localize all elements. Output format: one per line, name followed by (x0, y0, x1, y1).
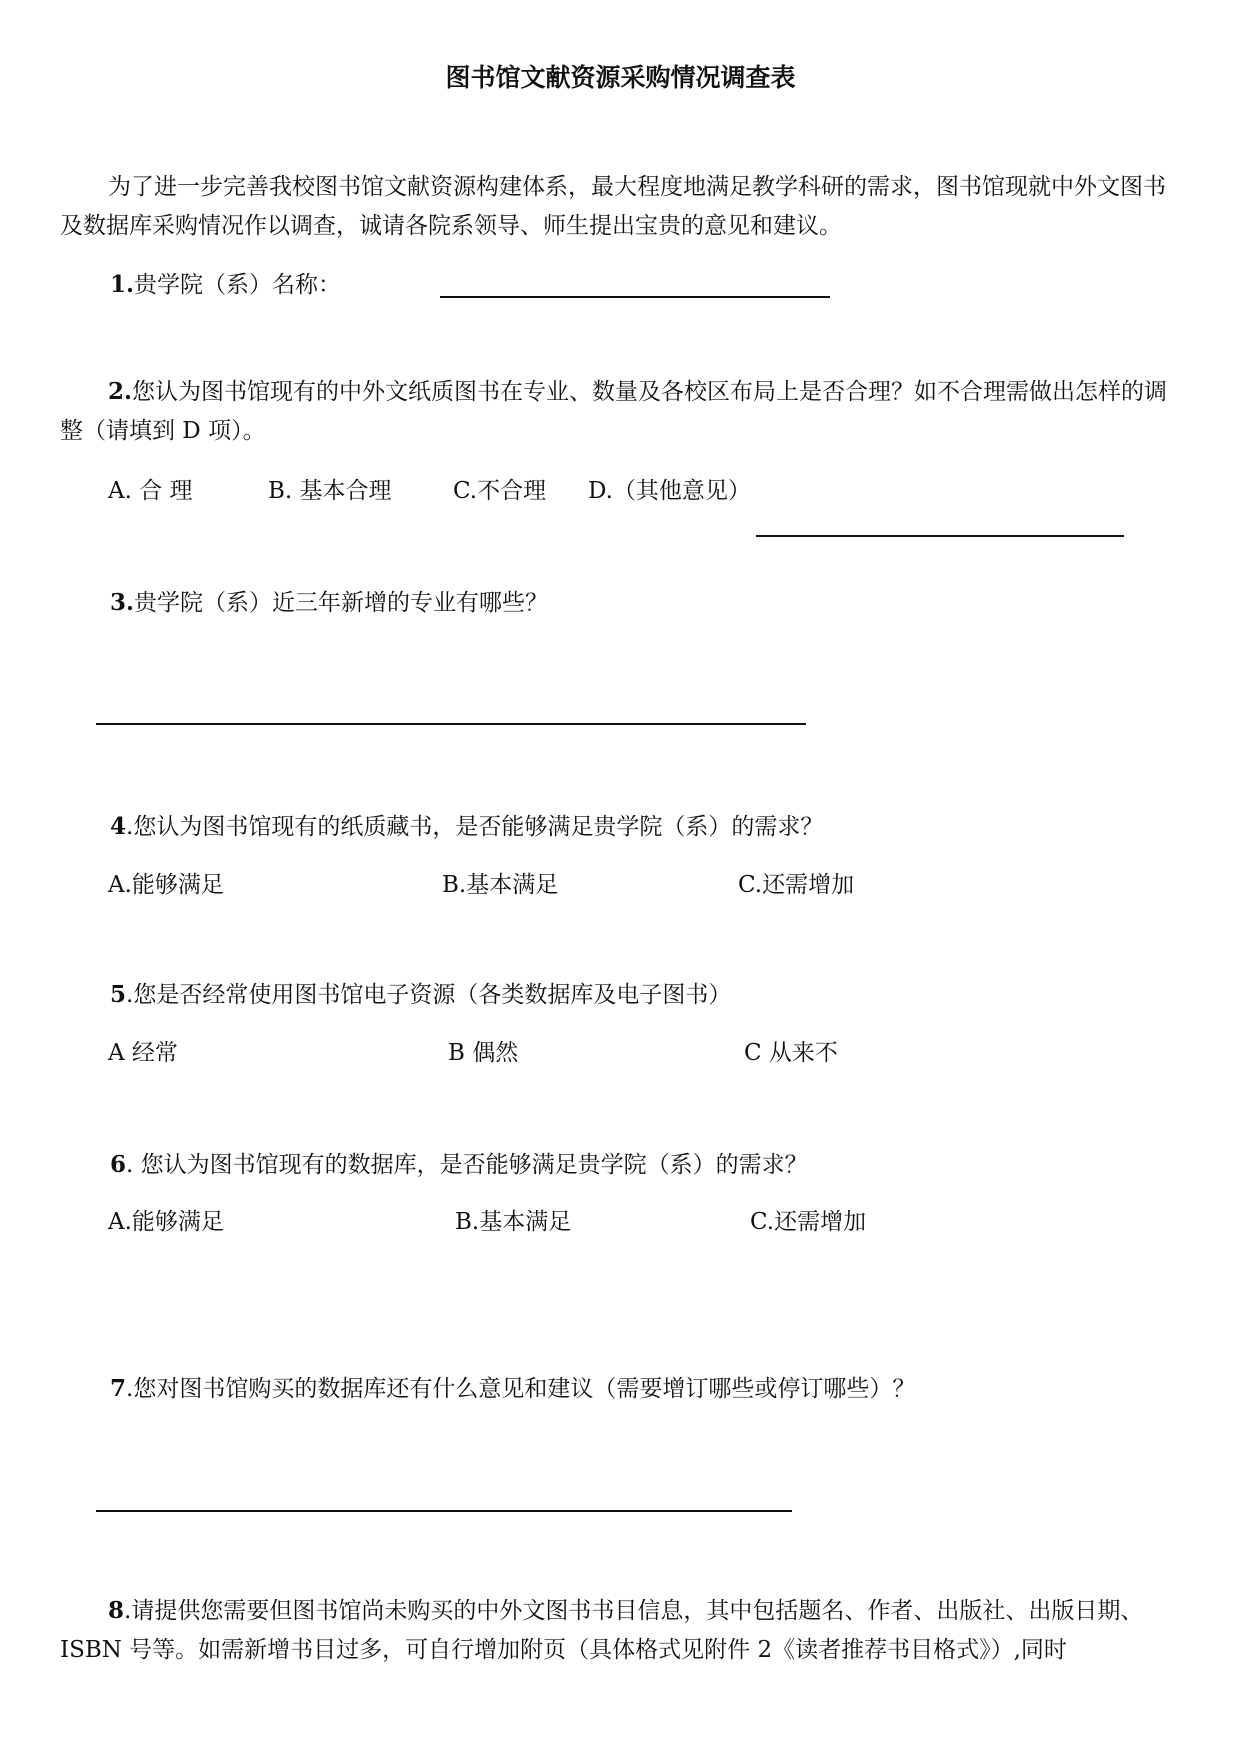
question-8-text: .请提供您需要但图书馆尚未购买的中外文图书书目信息，其中包括题名、作者、出版社、出版日期、ISBN 号等。如需新增书目过多，可自行增加附页（具体格式见附件 2《读者推荐书目格式》）,同时 (60, 1598, 1144, 1663)
question-7-text: .您对图书馆购买的数据库还有什么意见和建议（需要增订哪些或停订哪些）？ (126, 1376, 916, 1402)
question-3-number: 3. (110, 589, 135, 616)
question-5-number: 5 (110, 981, 127, 1008)
question-2-number: 2. (108, 378, 133, 405)
question-1 (110, 266, 341, 299)
q6-option-b[interactable]: B.基本满足 (455, 1209, 572, 1235)
q4-option-c[interactable]: C.还需增加 (738, 872, 855, 898)
q2-option-d[interactable]: D.（其他意见） (588, 478, 751, 504)
question-3-text: 贵学院（系）近三年新增的专业有哪些？ (134, 590, 549, 616)
question-2-text: 您认为图书馆现有的中外文纸质图书在专业、数量及各校区布局上是否合理？如不合理需做出怎样的调整（请填到 D 项）。 (60, 379, 1168, 444)
q2-option-c[interactable]: C.不合理 (453, 478, 547, 504)
q2-option-a[interactable]: A. 合 理 (108, 478, 193, 504)
question-8 (60, 1591, 1188, 1670)
question-1-text: 贵学院（系）名称： (134, 272, 342, 298)
question-4-text: .您认为图书馆现有的纸质藏书，是否能够满足贵学院（系）的需求？ (126, 814, 824, 840)
q2-option-b[interactable]: B. 基本合理 (268, 478, 392, 504)
question-5-text: .您是否经常使用图书馆电子资源（各类数据库及电子图书） (126, 982, 732, 1008)
question-6-number: 6 (110, 1151, 127, 1178)
q6-option-c[interactable]: C.还需增加 (750, 1209, 867, 1235)
q4-option-b[interactable]: B.基本满足 (442, 872, 559, 898)
q5-option-c[interactable]: C 从来不 (744, 1040, 838, 1066)
q6-option-a[interactable]: A.能够满足 (108, 1209, 224, 1235)
question-6-text: . 您认为图书馆现有的数据库，是否能够满足贵学院（系）的需求？ (126, 1152, 808, 1178)
q7-answer-line[interactable] (96, 1510, 792, 1512)
question-5 (110, 976, 731, 1009)
q2-other-line[interactable] (756, 535, 1124, 537)
question-4-number: 4 (110, 813, 127, 840)
q5-option-b[interactable]: B 偶然 (448, 1040, 519, 1066)
q5-option-a[interactable]: A 经常 (108, 1040, 178, 1066)
q3-answer-line[interactable] (96, 723, 806, 725)
page-title: 图书馆文献资源采购情况调查表 (445, 63, 796, 92)
intro-paragraph: 为了进一步完善我校图书馆文献资源构建体系，最大程度地满足教学科研的需求，图书馆现就中外文图书及数据库采购情况作以调查，诚请各院系领导、师生提出宝贵的意见和建议。 (60, 174, 1166, 239)
question-6 (110, 1146, 808, 1179)
question-3 (110, 584, 548, 617)
question-8-number: 8 (108, 1597, 125, 1624)
question-7-number: 7 (110, 1375, 127, 1402)
q4-option-a[interactable]: A.能够满足 (108, 872, 224, 898)
q1-answer-line[interactable] (440, 296, 830, 298)
question-7 (110, 1370, 915, 1403)
question-1-number: 1. (110, 271, 135, 298)
question-4 (110, 808, 823, 841)
question-2 (60, 372, 1188, 451)
